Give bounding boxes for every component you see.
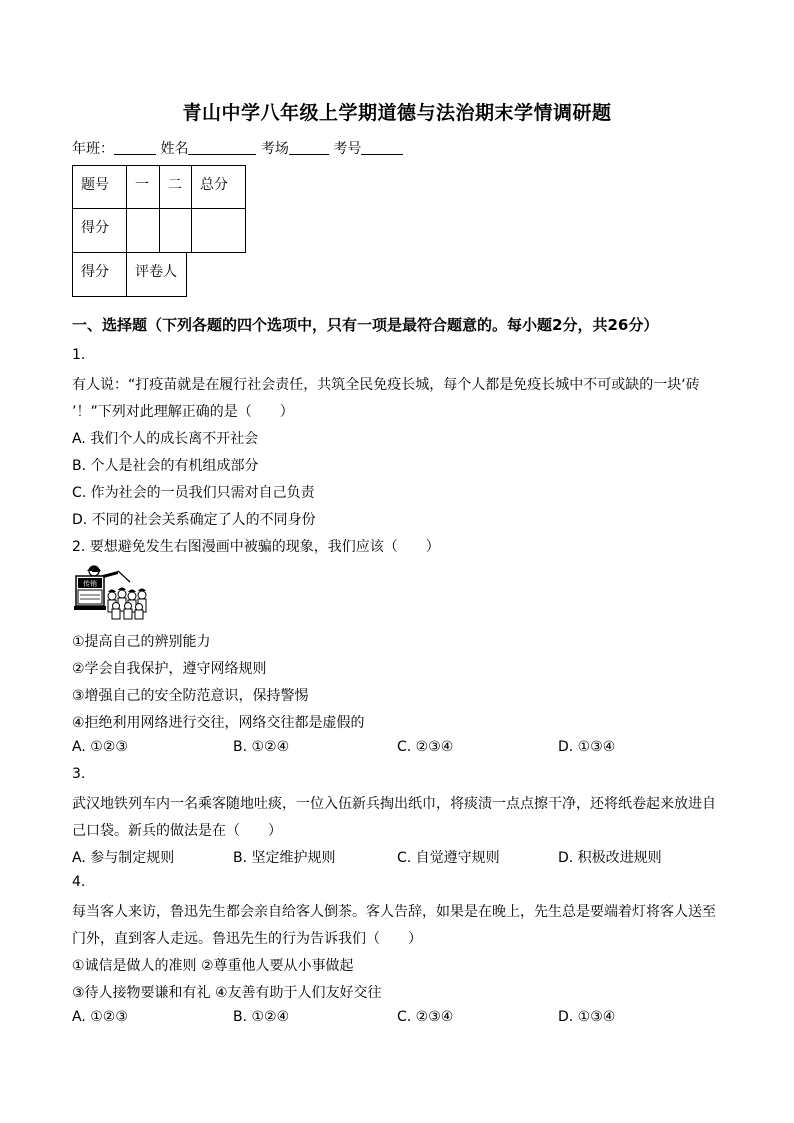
score-cell[interactable] — [192, 209, 246, 253]
q1-option-d[interactable]: D. 不同的社会关系确定了人的不同身份 — [72, 512, 316, 528]
exam-title: 青山中学八年级上学期道德与法治期末学情调研题 — [182, 102, 612, 124]
q2-option-d[interactable]: D. ①③④ — [558, 739, 616, 755]
q2-statement-1: ①提高自己的辨别能力 — [72, 634, 211, 650]
score-header-cell: 题号 — [73, 166, 127, 209]
q2-option-c[interactable]: C. ②③④ — [397, 739, 454, 755]
q4-option-d[interactable]: D. ①③④ — [558, 1009, 616, 1025]
comic-sign-text: 传销 — [83, 580, 97, 588]
q2-statement-2: ②学会自我保护，遵守网络规则 — [72, 661, 267, 677]
q2-statement-3: ③增强自己的安全防范意识，保持警惕 — [72, 688, 309, 704]
q3-stem-line1: 武汉地铁列车内一名乘客随地吐痰，一位入伍新兵掏出纸巾，将痰渍一点点擦干净，还将纸卷起来放进自 — [72, 796, 716, 812]
q1-number: 1. — [72, 347, 86, 363]
q4-number: 4. — [72, 874, 86, 890]
section-heading: 一、选择题（下列各题的四个选项中，只有一项是最符合题意的。每小题2分，共26分） — [72, 316, 659, 334]
q1-option-b[interactable]: B. 个人是社会的有机组成部分 — [72, 458, 259, 474]
q4-stem-line2: 门外，直到客人走远。鲁迅先生的行为告诉我们（ ） — [72, 931, 422, 947]
q1-option-c[interactable]: C. 作为社会的一员我们只需对自己负责 — [72, 485, 315, 501]
q3-stem-line2: 己口袋。新兵的做法是在（ ） — [72, 823, 282, 839]
score-header-cell: 二 — [160, 166, 192, 209]
q4-statements-line1: ①诚信是做人的准则 ②尊重他人要从小事做起 — [72, 958, 354, 974]
grader-score-label: 得分 — [73, 253, 127, 297]
q2-stem: 2. 要想避免发生右图漫画中被骗的现象，我们应该（ ） — [72, 539, 440, 555]
class-label: 年班： — [72, 141, 114, 157]
q2-option-b[interactable]: B. ①②④ — [233, 739, 290, 755]
number-label: 考号 — [333, 141, 362, 157]
score-cell[interactable] — [160, 209, 192, 253]
q1-stem-line2: ’！”下列对此理解正确的是（ ） — [72, 404, 294, 420]
room-label: 考场 — [260, 141, 289, 157]
name-label: 姓名 — [160, 141, 189, 157]
q1-option-a[interactable]: A. 我们个人的成长离不开社会 — [72, 431, 259, 447]
room-blank[interactable] — [289, 140, 329, 155]
name-blank[interactable] — [188, 140, 256, 155]
q4-option-c[interactable]: C. ②③④ — [397, 1009, 454, 1025]
q3-number: 3. — [72, 766, 86, 782]
grader-label: 评卷人 — [127, 253, 187, 297]
q1-stem-line1: 有人说：“打疫苗就是在履行社会责任，共筑全民免疫长城，每个人都是免疫长城中不可或缺的一块‘砖 — [72, 377, 700, 393]
q3-option-c[interactable]: C. 自觉遵守规则 — [397, 850, 500, 866]
score-cell[interactable] — [127, 209, 160, 253]
q3-option-d[interactable]: D. 积极改进规则 — [558, 850, 662, 866]
q2-statement-4: ④拒绝利用网络进行交往，网络交往都是虚假的 — [72, 715, 365, 731]
q2-option-a[interactable]: A. ①②③ — [72, 739, 128, 755]
grader-table — [72, 252, 187, 297]
q4-option-b[interactable]: B. ①②④ — [233, 1009, 290, 1025]
number-blank[interactable] — [361, 140, 403, 155]
score-row-label: 得分 — [73, 209, 127, 253]
pyramid-scheme-comic-image — [72, 562, 152, 622]
q3-option-a[interactable]: A. 参与制定规则 — [72, 850, 175, 866]
class-blank[interactable] — [114, 140, 156, 155]
student-info-line — [72, 138, 403, 158]
q4-statements-line2: ③待人接物要谦和有礼 ④友善有助于人们友好交往 — [72, 985, 382, 1001]
q3-option-b[interactable]: B. 坚定维护规则 — [233, 850, 336, 866]
q4-option-a[interactable]: A. ①②③ — [72, 1009, 128, 1025]
score-header-cell: 总分 — [192, 166, 246, 209]
score-header-cell: 一 — [127, 166, 160, 209]
score-table — [72, 165, 246, 253]
q4-stem-line1: 每当客人来访，鲁迅先生都会亲自给客人倒茶。客人告辞，如果是在晚上，先生总是要端着灯将客人送至 — [72, 904, 716, 920]
